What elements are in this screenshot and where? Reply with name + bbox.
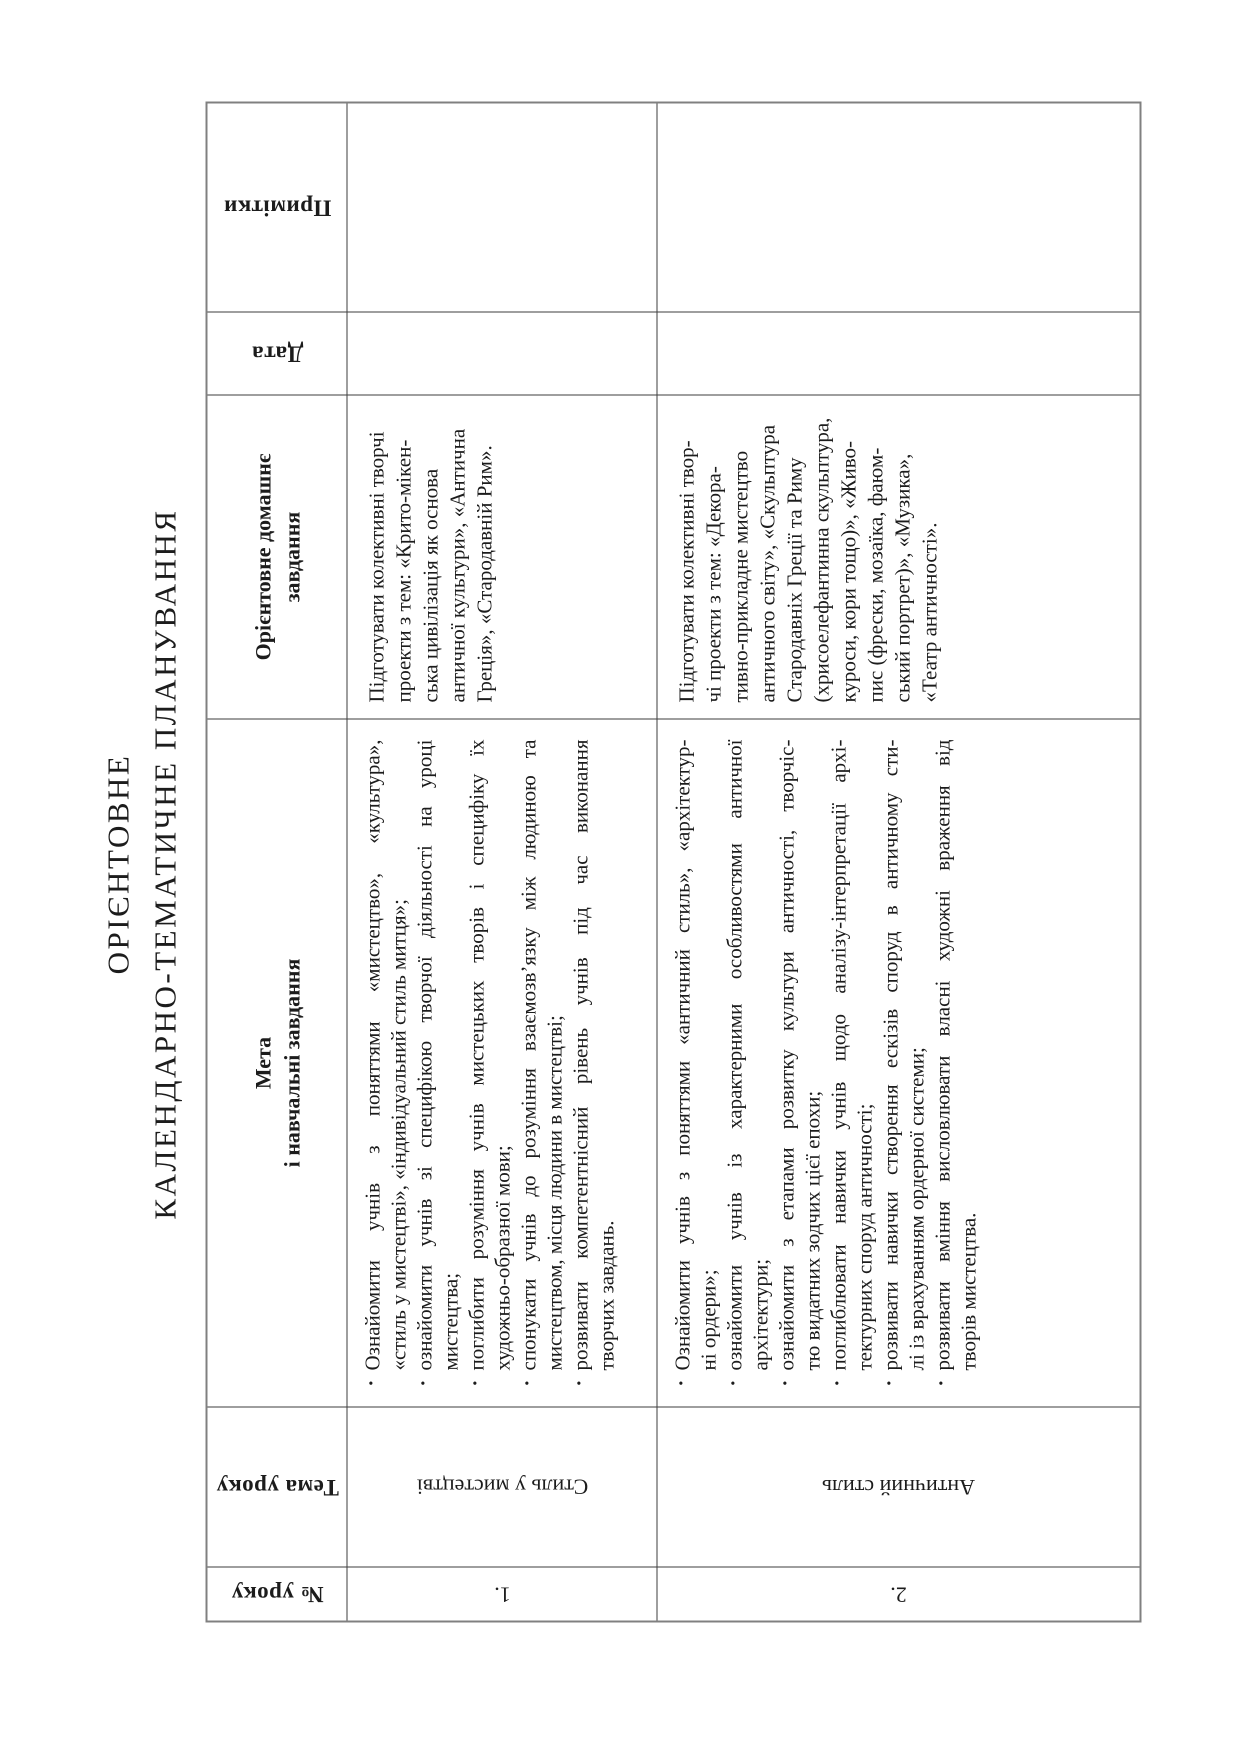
goal-line: архітектури; [748, 1258, 772, 1370]
goal-line: ні ордери»; [696, 1268, 720, 1370]
goal-line: Ознайомити учнів з поняттями «мистецтво», «культура», [360, 739, 384, 1370]
header-date-label: Дата [250, 341, 303, 366]
homework-line: ський портрет)», «Музика», [890, 453, 914, 702]
bullet-dot-icon: · [774, 1379, 796, 1386]
bullet-dot-icon: · [360, 1379, 382, 1386]
header-date [207, 311, 347, 394]
row2-goal-cell [657, 718, 1139, 1406]
goal-line: художньо-образної мови; [490, 1144, 514, 1370]
bullet-dot-icon: · [930, 1379, 952, 1386]
goal-item [773, 739, 825, 1386]
bullet-dot-icon: · [516, 1379, 538, 1386]
planning-table [205, 101, 1141, 1622]
goal-item [669, 739, 721, 1386]
homework-line: тивно-прикладне мистецтво [728, 450, 752, 702]
goal-line: творів мистецтва. [956, 1212, 980, 1370]
homework-line: Греція», «Стародавній Рим». [472, 444, 496, 702]
row2-lesson-number-cell [657, 1566, 1139, 1620]
header-topic-label: Тема уроку [215, 1474, 338, 1500]
goal-line: поглибити розуміння учнів мистецьких творів і специфіку їх [464, 739, 488, 1370]
homework-line: «Театр античності». [917, 522, 941, 702]
goal-item [721, 739, 773, 1386]
row2-goal-list [669, 739, 981, 1390]
homework-line: Підготувати колективні твор- [674, 439, 698, 702]
row1-homework-cell [347, 394, 657, 718]
goal-line: спонукати учнів до розуміння взаємозв’язку між людиною та [516, 739, 540, 1370]
header-goal-line2: і навчальні завдання [278, 958, 304, 1167]
bullet-dot-icon: · [826, 1379, 848, 1386]
document-title [94, 105, 188, 1622]
homework-line: куроси, кори тощо)», «Живо- [836, 440, 860, 702]
goal-line: мистецтва; [438, 1272, 462, 1370]
goal-line: мистецтвом, місця людини в мистецтві; [542, 1014, 566, 1370]
header-notes-label: Примітки [222, 195, 331, 221]
goal-line: розвивати компетентнісний рівень учнів під час виконання [568, 739, 592, 1370]
header-goal [207, 718, 347, 1406]
goal-item [877, 739, 929, 1386]
goal-line: розвивати вміння висловлювати власні художні враження від [930, 739, 954, 1370]
goal-line: ознайомити учнів зі специфікою творчої діяльності на уроці [412, 739, 436, 1370]
row1-topic-cell [347, 1406, 657, 1566]
row1-goal-cell [347, 718, 657, 1406]
goal-line: ознайомити учнів із характерними особливостями античної [722, 739, 746, 1370]
goal-line: тю видатних зодчих цієї епохи; [800, 1090, 824, 1370]
homework-line: пис (фрески, мозаїка, фаюм- [863, 447, 887, 702]
goal-item [359, 739, 411, 1386]
goal-line: лі із врахуванням ордерної системи; [904, 1046, 928, 1370]
bullet-dot-icon: · [412, 1379, 434, 1386]
header-topic [207, 1406, 347, 1566]
row2-topic-cell [657, 1406, 1139, 1566]
goal-item [929, 739, 981, 1386]
goal-line: поглиблювати навички учнів щодо аналізу-інтерпретації архі- [826, 739, 850, 1370]
header-lesson-number-label: № уроку [230, 1581, 323, 1607]
homework-line: Підготувати колективні творчі [364, 430, 388, 702]
homework-line: (хрисоелефантинна скульптура, [809, 417, 833, 702]
goal-item [825, 739, 877, 1386]
header-lesson-number [207, 1566, 347, 1620]
homework-line: Стародавніх Греції та Риму [782, 456, 806, 702]
bullet-dot-icon: · [878, 1379, 900, 1386]
bullet-dot-icon: · [670, 1379, 692, 1386]
title-line-2: КАЛЕНДАРНО-ТЕМАТИЧНЕ ПЛАНУВАННЯ [147, 507, 182, 1220]
bullet-dot-icon: · [722, 1379, 744, 1386]
row2-date-cell [657, 311, 1139, 394]
header-notes [207, 103, 347, 311]
row1-lesson-number-cell [347, 1566, 657, 1620]
row1-goal-list [359, 739, 619, 1390]
row2-topic: Античний стиль [821, 1474, 975, 1500]
header-homework-line1: Орієнтовне домашнє [249, 453, 275, 660]
goal-item [411, 739, 463, 1386]
header-goal-line1: Мета [249, 1036, 275, 1089]
bullet-dot-icon: · [464, 1379, 486, 1386]
homework-line: античної культури», «Антична [445, 428, 469, 702]
goal-item [515, 739, 567, 1386]
goal-item [567, 739, 619, 1386]
goal-line: ознайомити з етапами розвитку культури античності, творчіс- [774, 739, 798, 1370]
homework-line: чі проекти з тем: «Декора- [701, 465, 725, 702]
row1-date-cell [347, 311, 657, 394]
homework-line: античного світу», «Скульптура [755, 424, 779, 702]
row2-homework-cell [657, 394, 1139, 718]
title-line-1: ОРІЄНТОВНЕ [100, 753, 135, 974]
row2-lesson-number: 2. [889, 1581, 907, 1607]
row2-notes-cell [657, 103, 1139, 311]
header-homework-line2: завдання [278, 511, 304, 602]
goal-item [463, 739, 515, 1386]
goal-line: «стиль у мистецтві», «індивідуальний стиль митця»; [386, 898, 410, 1370]
goal-line: тектурних споруд античності; [852, 1103, 876, 1370]
row1-topic: Стиль у мистецтві [415, 1474, 588, 1500]
row1-notes-cell [347, 103, 657, 311]
header-homework [207, 394, 347, 718]
row1-lesson-number: 1. [493, 1581, 510, 1607]
goal-line: Ознайомити учнів з поняттями «античний стиль», «архітектур- [670, 739, 694, 1370]
bullet-dot-icon: · [568, 1379, 590, 1386]
homework-line: ська цивілізація як основа [418, 468, 442, 702]
homework-line: проекти з тем: «Крито-мікен- [391, 439, 415, 702]
goal-line: розвивати навички створення ескізів споруд в античному сти- [878, 739, 902, 1370]
goal-line: творчих завдань. [594, 1219, 618, 1370]
